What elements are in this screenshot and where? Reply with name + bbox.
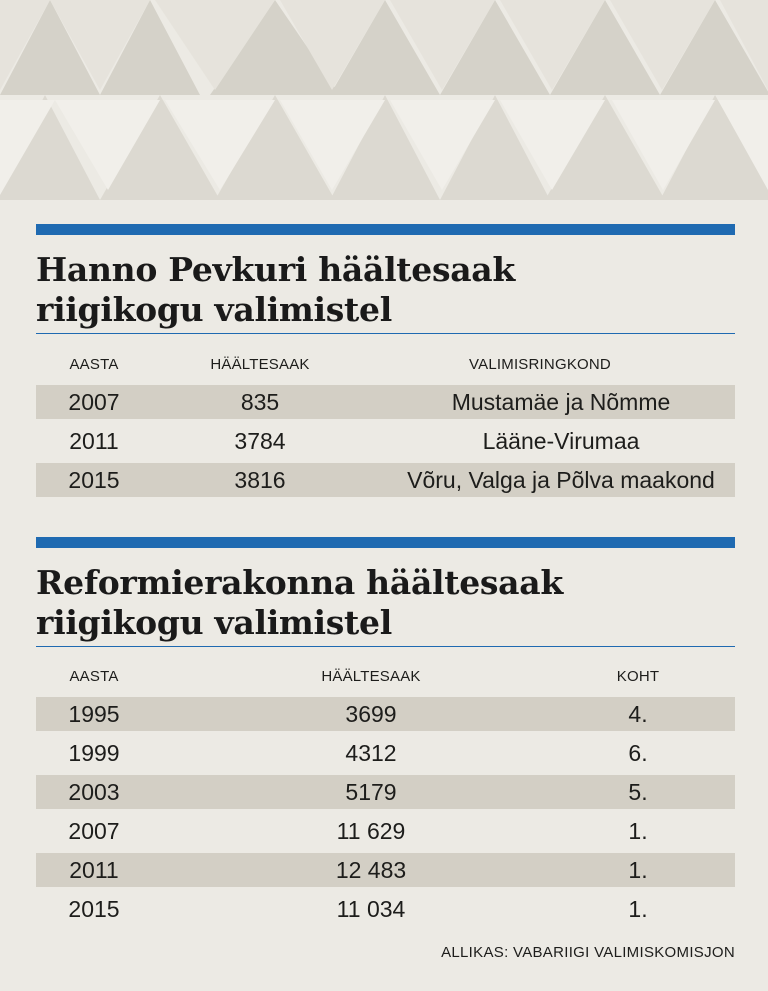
table1-cell-votes: 3816: [234, 467, 286, 493]
table1-cell-district: Lääne-Virumaa: [482, 428, 640, 454]
table2-cell-year: 1995: [68, 701, 120, 727]
table1: [36, 353, 735, 497]
table1-cell-votes: 835: [240, 389, 280, 415]
triangle-pattern-decoration: [0, 0, 768, 200]
table-row: [36, 775, 735, 809]
table2-cell-year: 2015: [68, 896, 120, 922]
table-row: [36, 463, 735, 497]
table-row: [36, 814, 735, 848]
table2-cell-votes: 3699: [345, 701, 397, 727]
table1-cell-district: Võru, Valga ja Põlva maakond: [407, 467, 715, 493]
table2-cell-year: 2007: [68, 818, 120, 844]
table2-cell-votes: 12 483: [335, 857, 407, 883]
table1-cell-year: 2007: [68, 389, 120, 415]
table1-header-votes: HÄÄLTESAAK: [210, 356, 310, 373]
table2-cell-votes: 11 034: [336, 896, 406, 922]
table2-title-line2: riigikogu valimistel: [36, 603, 392, 642]
table2-title: [36, 563, 736, 643]
table1-header-row: [36, 353, 735, 377]
table2-cell-place: 6.: [628, 740, 648, 766]
table-row: [36, 424, 735, 458]
table2-accent-bar: [36, 537, 735, 548]
table2-header-place: KOHT: [616, 668, 660, 685]
table1-title: [36, 250, 736, 330]
table-row: [36, 385, 735, 419]
table-row: [36, 892, 735, 926]
table-row: [36, 697, 735, 731]
table2-cell-votes: 11 629: [336, 818, 406, 844]
table1-title-line1: Hanno Pevkuri häältesaak: [36, 250, 515, 289]
table1-title-rule: [36, 333, 735, 334]
table2-cell-year: 2003: [68, 779, 120, 805]
table1-accent-bar: [36, 224, 735, 235]
table1-header-district: VALIMISRINGKOND: [469, 356, 611, 373]
table2-cell-votes: 5179: [345, 779, 397, 805]
table2-cell-place: 5.: [628, 779, 648, 805]
table2-title-rule: [36, 646, 735, 647]
table2-title-line1: Reformierakonna häältesaak: [36, 563, 563, 602]
table2-header-votes: HÄÄLTESAAK: [321, 668, 421, 685]
table1-cell-year: 2011: [69, 428, 119, 454]
table2: [36, 665, 735, 926]
table2-cell-year: 2011: [69, 857, 119, 883]
table2-cell-place: 1.: [628, 818, 648, 844]
table1-cell-votes: 3784: [234, 428, 286, 454]
table1-cell-year: 2015: [68, 467, 120, 493]
table1-cell-district: Mustamäe ja Nõmme: [451, 389, 671, 415]
table2-cell-place: 1.: [628, 857, 648, 883]
table2-header-year: AASTA: [69, 668, 119, 685]
table-row: [36, 853, 735, 887]
table2-cell-place: 1.: [628, 896, 648, 922]
table2-cell-place: 4.: [628, 701, 648, 727]
table1-header-year: AASTA: [69, 356, 119, 373]
table2-cell-year: 1999: [68, 740, 120, 766]
source-credit: ALLIKAS: VABARIIGI VALIMISKOMISJON: [441, 944, 735, 961]
table1-title-line2: riigikogu valimistel: [36, 290, 392, 329]
table2-header-row: [36, 665, 735, 689]
table-row: [36, 736, 735, 770]
table2-cell-votes: 4312: [345, 740, 397, 766]
